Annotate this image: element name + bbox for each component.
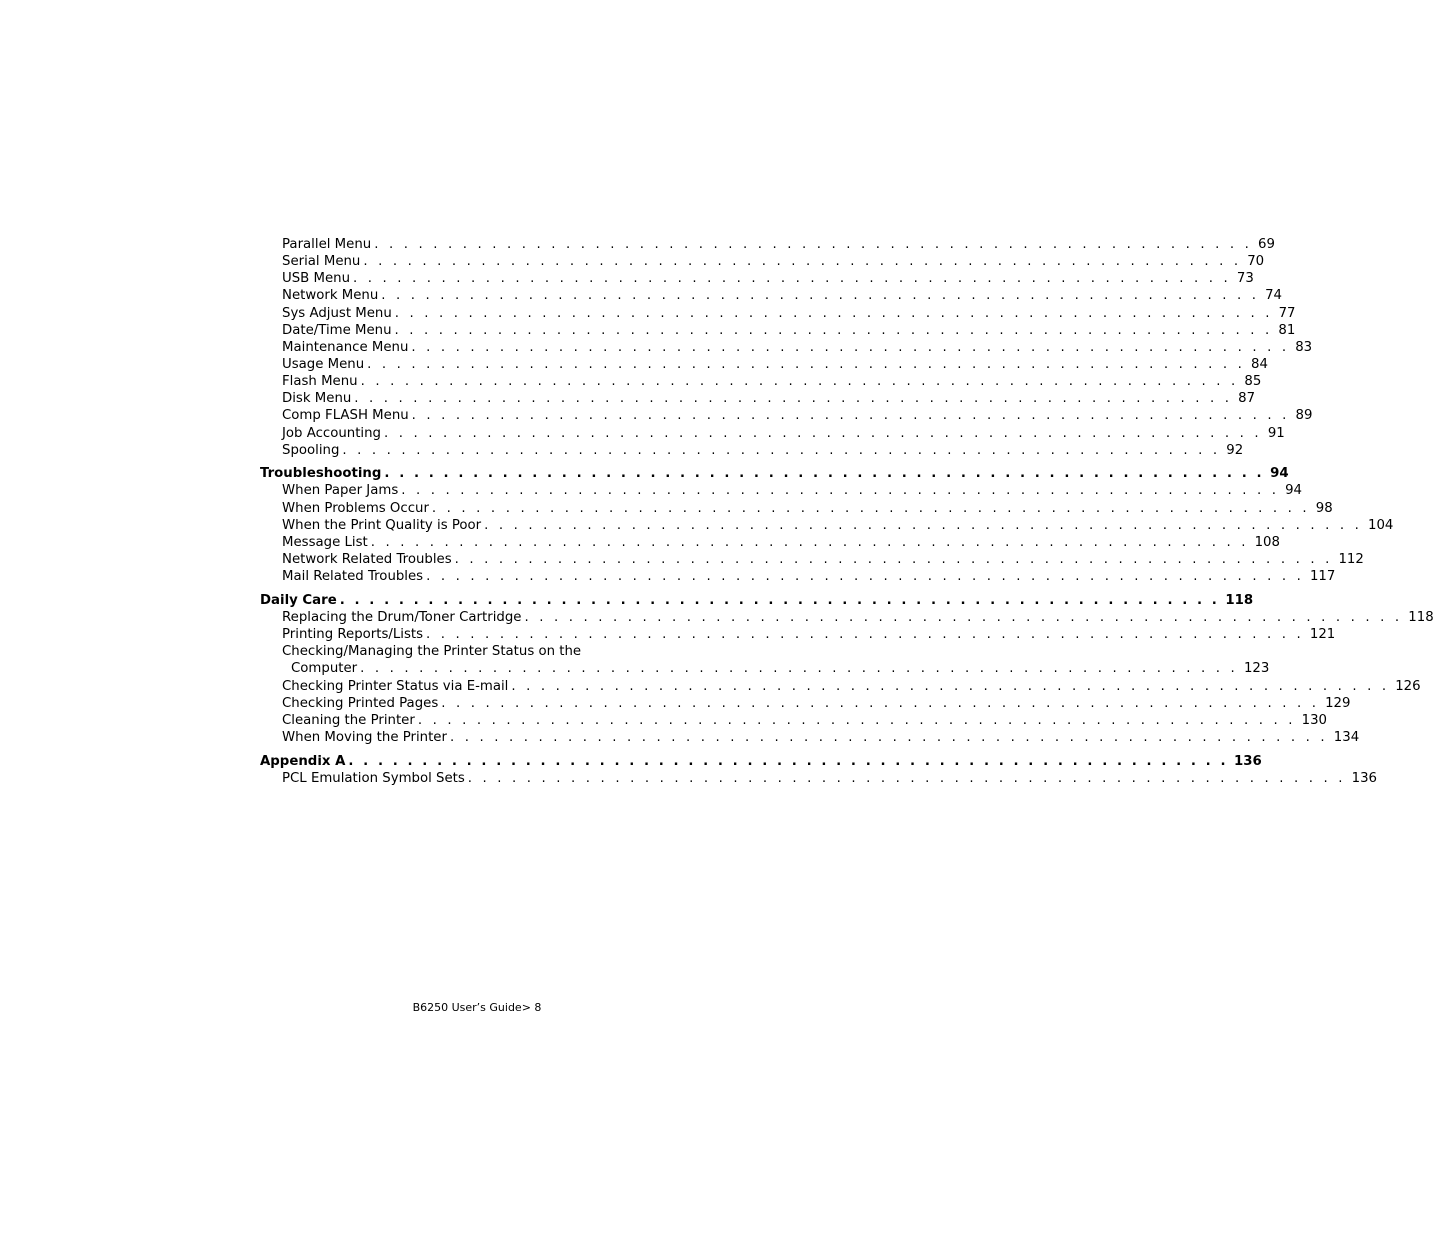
- toc-page-number: 108: [1249, 534, 1280, 551]
- toc-dot-leader: . . . . . . . . . . . . . . . . . . . . . . . . . . . . . . . . . . . . . . . . . . . . . . . . . . . . . . . . . . . .: [342, 442, 1221, 458]
- toc-entry-row: [282, 770, 1377, 787]
- toc-section-entry[interactable]: [260, 534, 1280, 551]
- toc-entry-row: [282, 500, 1333, 517]
- toc-dot-leader: . . . . . . . . . . . . . . . . . . . . . . . . . . . . . . . . . . . . . . . . . . . . . . . . . . . . . . . . . . . .: [411, 339, 1290, 355]
- toc-entry-row: [282, 305, 1296, 322]
- toc-section-entry[interactable]: [260, 660, 1270, 677]
- toc-entry-row: [282, 534, 1280, 551]
- toc-section-entry[interactable]: [260, 695, 1351, 712]
- toc-entry-row: [282, 609, 1434, 626]
- toc-entry-title: Computer: [291, 660, 360, 677]
- toc-page-number: 77: [1273, 305, 1296, 322]
- toc-entry-title: Appendix A: [260, 753, 348, 770]
- toc-page-number: 94: [1279, 482, 1302, 499]
- toc-dot-leader: . . . . . . . . . . . . . . . . . . . . . . . . . . . . . . . . . . . . . . . . . . . . . . . . . . . . . . . . . . . .: [417, 712, 1296, 728]
- toc-entry-row: [282, 356, 1268, 373]
- toc-dot-leader: . . . . . . . . . . . . . . . . . . . . . . . . . . . . . . . . . . . . . . . . . . . . . . . . . . . . . . . . . . . .: [411, 408, 1290, 424]
- toc-section-entry[interactable]: [260, 322, 1296, 339]
- toc-entry-row: [282, 712, 1328, 729]
- toc-page-number: 136: [1346, 770, 1377, 787]
- toc-dot-leader: . . . . . . . . . . . . . . . . . . . . . . . . . . . . . . . . . . . . . . . . . . . . . . . . . . . . . . . . . . . .: [353, 271, 1231, 287]
- toc-entry-row: [282, 729, 1360, 746]
- toc-entry-row: [282, 568, 1336, 585]
- toc-entry-row: [282, 270, 1254, 287]
- toc-page-number: 123: [1238, 660, 1269, 677]
- toc-section-entry[interactable]: [260, 678, 1421, 695]
- toc-section-entry[interactable]: [260, 425, 1285, 442]
- toc-page-number: 134: [1328, 729, 1359, 746]
- toc-section-entry[interactable]: [260, 339, 1313, 356]
- toc-entry-row: [282, 373, 1262, 390]
- toc-entry-title: Checking/Managing the Printer Status on the: [282, 643, 584, 660]
- toc-dot-leader: . . . . . . . . . . . . . . . . . . . . . . . . . . . . . . . . . . . . . . . . . . . . . . . . . . . . . . . . . . . .: [383, 425, 1262, 441]
- toc-dot-leader: . . . . . . . . . . . . . . . . . . . . . . . . . . . . . . . . . . . . . . . . . . . . . . . . . . . . . . . . . . . .: [524, 609, 1403, 625]
- toc-section-entry[interactable]: [260, 390, 1256, 407]
- toc-dot-leader: . . . . . . . . . . . . . . . . . . . . . . . . . . . . . . . . . . . . . . . . . . . . . . . . . . . . . . . . . . . .: [363, 254, 1242, 270]
- page-footer: B6250 User’s Guide> 8: [412, 1001, 542, 1014]
- toc-page-number: 118: [1219, 592, 1253, 609]
- table-of-contents: [260, 236, 1434, 787]
- toc-entry-row: [291, 660, 1270, 677]
- toc-entry-title: Cleaning the Printer: [282, 712, 418, 729]
- toc-section-entry[interactable]: [260, 770, 1377, 787]
- toc-entry-title: Daily Care: [260, 592, 340, 609]
- toc-entry-row: [282, 390, 1256, 407]
- toc-section-entry[interactable]: [260, 500, 1333, 517]
- toc-dot-leader: . . . . . . . . . . . . . . . . . . . . . . . . . . . . . . . . . . . . . . . . . . . . . . . . . . . . . . . . . . . .: [484, 517, 1362, 533]
- toc-dot-leader: . . . . . . . . . . . . . . . . . . . . . . . . . . . . . . . . . . . . . . . . . . . . . . . . . . . . . . . . . . . .: [394, 305, 1273, 321]
- toc-entry-title: Flash Menu: [282, 373, 361, 390]
- toc-section-entry[interactable]: [260, 287, 1283, 304]
- toc-page-number: 83: [1289, 339, 1312, 356]
- toc-chapter-entry[interactable]: [260, 753, 1262, 770]
- toc-section-entry[interactable]: [260, 236, 1275, 253]
- toc-entry-title: Mail Related Troubles: [282, 568, 426, 585]
- toc-entry-row: [282, 678, 1421, 695]
- toc-entry-title: Printing Reports/Lists: [282, 626, 426, 643]
- toc-section-entry[interactable]: [260, 442, 1244, 459]
- toc-dot-leader: . . . . . . . . . . . . . . . . . . . . . . . . . . . . . . . . . . . . . . . . . . . . . . . . . . . . . . . . . . . .: [394, 322, 1273, 338]
- toc-entry-row: [282, 339, 1313, 356]
- toc-entry-row: [260, 465, 1289, 482]
- toc-dot-leader: . . . . . . . . . . . . . . . . . . . . . . . . . . . . . . . . . . . . . . . . . . . . . . . . . . . . . . . . . . . .: [467, 770, 1346, 786]
- toc-page-number: 70: [1241, 253, 1264, 270]
- toc-entry-row: [282, 322, 1296, 339]
- toc-entry-row: [282, 442, 1244, 459]
- toc-section-entry[interactable]: [260, 482, 1302, 499]
- toc-page-number: 74: [1259, 287, 1282, 304]
- toc-entry-row: [282, 287, 1283, 304]
- toc-entry-title: Troubleshooting: [260, 465, 384, 482]
- toc-section-entry[interactable]: [260, 356, 1268, 373]
- toc-dot-leader: . . . . . . . . . . . . . . . . . . . . . . . . . . . . . . . . . . . . . . . . . . . . . . . . . . . . . . . . . . . .: [360, 374, 1239, 390]
- toc-page-number: 118: [1402, 609, 1433, 626]
- toc-section-entry[interactable]: [260, 270, 1254, 287]
- toc-page-number: 121: [1304, 626, 1335, 643]
- toc-page-number: 91: [1262, 425, 1285, 442]
- toc-dot-leader: . . . . . . . . . . . . . . . . . . . . . . . . . . . . . . . . . . . . . . . . . . . . . . . . . . . . . . . . . . . .: [426, 627, 1304, 643]
- toc-dot-leader: . . . . . . . . . . . . . . . . . . . . . . . . . . . . . . . . . . . . . . . . . . . . . . . . . . . . . . . . . . . .: [511, 678, 1390, 694]
- toc-entry-title: Serial Menu: [282, 253, 363, 270]
- toc-page-number: 84: [1245, 356, 1268, 373]
- toc-chapter-entry[interactable]: [260, 592, 1254, 609]
- toc-entry-row: [260, 592, 1254, 609]
- toc-page-number: 92: [1220, 442, 1243, 459]
- toc-page-number: 85: [1238, 373, 1261, 390]
- toc-section-entry[interactable]: [260, 253, 1265, 270]
- toc-entry-row: [282, 253, 1265, 270]
- toc-entry-title: When Problems Occur: [282, 500, 432, 517]
- toc-dot-leader: . . . . . . . . . . . . . . . . . . . . . . . . . . . . . . . . . . . . . . . . . . . . . . . . . . . . . . . . . . . .: [348, 753, 1229, 769]
- toc-page-number: 98: [1310, 500, 1333, 517]
- toc-dot-leader: . . . . . . . . . . . . . . . . . . . . . . . . . . . . . . . . . . . . . . . . . . . . . . . . . . . . . . . . . . . .: [354, 391, 1233, 407]
- toc-dot-leader: . . . . . . . . . . . . . . . . . . . . . . . . . . . . . . . . . . . . . . . . . . . . . . . . . . . . . . . . . . . .: [449, 729, 1328, 745]
- toc-page-number: 126: [1389, 678, 1420, 695]
- toc-entry-title: Usage Menu: [282, 356, 367, 373]
- toc-section-entry[interactable]: [260, 626, 1336, 643]
- toc-page-number: 94: [1264, 465, 1289, 482]
- toc-entry-title: Checking Printer Status via E-mail: [282, 678, 511, 695]
- toc-section-entry[interactable]: [260, 517, 1394, 534]
- toc-entry-title: Job Accounting: [282, 425, 384, 442]
- toc-dot-leader: . . . . . . . . . . . . . . . . . . . . . . . . . . . . . . . . . . . . . . . . . . . . . . . . . . . . . . . . . . . .: [360, 661, 1238, 677]
- toc-entry-row: [282, 626, 1336, 643]
- toc-section-entry[interactable]: [260, 373, 1262, 390]
- toc-entry-title: USB Menu: [282, 270, 353, 287]
- toc-entry-title: Sys Adjust Menu: [282, 305, 395, 322]
- toc-dot-leader: . . . . . . . . . . . . . . . . . . . . . . . . . . . . . . . . . . . . . . . . . . . . . . . . . . . . . . . . . . . .: [370, 534, 1249, 550]
- toc-chapter-entry[interactable]: [260, 465, 1289, 482]
- toc-entry-row: [260, 753, 1262, 770]
- toc-entry-title: Message List: [282, 534, 371, 551]
- toc-page-number: 87: [1232, 390, 1255, 407]
- toc-dot-leader: . . . . . . . . . . . . . . . . . . . . . . . . . . . . . . . . . . . . . . . . . . . . . . . . . . . . . . . . . . . .: [384, 466, 1265, 482]
- toc-dot-leader: . . . . . . . . . . . . . . . . . . . . . . . . . . . . . . . . . . . . . . . . . . . . . . . . . . . . . . . . . . . .: [401, 483, 1280, 499]
- toc-section-entry[interactable]: [260, 729, 1360, 746]
- toc-page-number: 69: [1252, 236, 1275, 253]
- toc-entry-row: [282, 517, 1394, 534]
- toc-entry-title: Maintenance Menu: [282, 339, 411, 356]
- toc-section-entry[interactable]: [260, 551, 1364, 568]
- toc-entry-row: [282, 643, 672, 660]
- toc-entry-title: Comp FLASH Menu: [282, 407, 412, 424]
- toc-dot-leader: . . . . . . . . . . . . . . . . . . . . . . . . . . . . . . . . . . . . . . . . . . . . . . . . . . . . . . . . . . . .: [426, 569, 1304, 585]
- toc-section-entry[interactable]: [260, 305, 1296, 322]
- toc-entry-title: PCL Emulation Symbol Sets: [282, 770, 468, 787]
- toc-entry-row: [282, 425, 1285, 442]
- toc-page-number: 89: [1290, 407, 1313, 424]
- toc-dot-leader: . . . . . . . . . . . . . . . . . . . . . . . . . . . . . . . . . . . . . . . . . . . . . . . . . . . . . . . . . . . .: [431, 500, 1310, 516]
- toc-page-number: 129: [1319, 695, 1350, 712]
- toc-section-entry[interactable]: [260, 609, 1434, 626]
- toc-entry-title: When the Print Quality is Poor: [282, 517, 484, 534]
- toc-entry-title: Network Menu: [282, 287, 381, 304]
- toc-entry-row: [282, 482, 1302, 499]
- toc-entry-row: [282, 695, 1351, 712]
- toc-section-entry[interactable]: [260, 643, 672, 660]
- toc-page-number: 73: [1231, 270, 1254, 287]
- toc-entry-title: Checking Printed Pages: [282, 695, 441, 712]
- toc-section-entry[interactable]: [260, 712, 1328, 729]
- toc-entry-title: Spooling: [282, 442, 342, 459]
- toc-entry-row: [282, 407, 1313, 424]
- toc-entry-title: Disk Menu: [282, 390, 354, 407]
- toc-entry-title: Date/Time Menu: [282, 322, 395, 339]
- toc-entry-title: Replacing the Drum/Toner Cartridge: [282, 609, 524, 626]
- toc-section-entry[interactable]: [260, 407, 1313, 424]
- toc-entry-title: When Moving the Printer: [282, 729, 450, 746]
- toc-dot-leader: . . . . . . . . . . . . . . . . . . . . . . . . . . . . . . . . . . . . . . . . . . . . . . . . . . . . . . . . . . . .: [339, 592, 1220, 608]
- toc-page-number: 112: [1332, 551, 1363, 568]
- toc-page-number: 117: [1304, 568, 1335, 585]
- toc-page-number: 104: [1362, 517, 1393, 534]
- toc-dot-leader: . . . . . . . . . . . . . . . . . . . . . . . . . . . . . . . . . . . . . . . . . . . . . . . . . . . . . . . . . . . .: [454, 552, 1333, 568]
- toc-entry-title: When Paper Jams: [282, 482, 401, 499]
- toc-dot-leader: . . . . . . . . . . . . . . . . . . . . . . . . . . . . . . . . . . . . . . . . . . . . . . . . . . . . . . . . . . . .: [367, 356, 1245, 372]
- toc-entry-row: [282, 236, 1275, 253]
- toc-dot-leader: . . . . . . . . . . . . . . . . . . . . . . . . . . . . . . . . . . . . . . . . . . . . . . . . . . . . . . . . . . . .: [381, 288, 1260, 304]
- toc-page-number: 81: [1272, 322, 1295, 339]
- toc-dot-leader: . . . . . . . . . . . . . . . . . . . . . . . . . . . . . . . . . . . . . . . . . . . . . . . . . . . . . . . . . . . .: [374, 237, 1253, 252]
- toc-section-entry[interactable]: [260, 568, 1336, 585]
- toc-entry-title: Network Related Troubles: [282, 551, 455, 568]
- toc-entry-row: [282, 551, 1364, 568]
- toc-dot-leader: . . . . . . . . . . . . . . . . . . . . . . . . . . . . . . . . . . . . . . . . . . . . . . . . . . . . . . . . . . . .: [441, 695, 1320, 711]
- toc-page-number: 130: [1296, 712, 1327, 729]
- toc-entry-title: Parallel Menu: [282, 236, 374, 253]
- toc-page-number: 136: [1228, 753, 1262, 770]
